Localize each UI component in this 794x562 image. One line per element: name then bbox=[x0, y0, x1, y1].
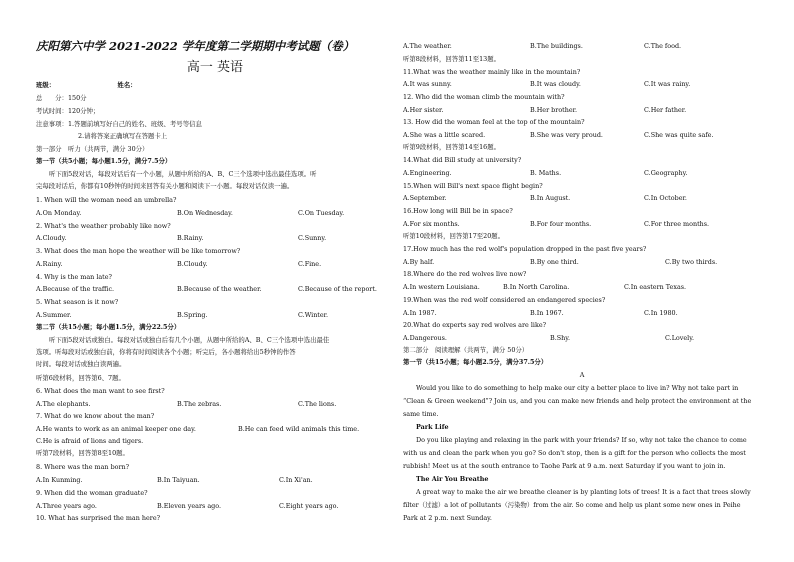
option-a: A.He wants to work as an animal keeper one day. bbox=[36, 425, 196, 433]
option-b: B.Because of the weather. bbox=[177, 285, 262, 293]
notes-line-2: 2.请将答案正确填写在答题卡上 bbox=[78, 132, 168, 140]
question: 7. What do we know about the man? bbox=[36, 412, 155, 420]
option-b: B.Cloudy. bbox=[177, 260, 208, 268]
option-a: A.For six months. bbox=[403, 220, 460, 228]
option-b: B.Shy. bbox=[550, 334, 571, 342]
name-label: 姓名： bbox=[117, 81, 137, 89]
air-heading: The Air You Breathe bbox=[416, 475, 489, 483]
option-a: A.She was a little scared. bbox=[403, 131, 486, 139]
option-a: A.Dangerous. bbox=[403, 334, 447, 342]
option-c: C.He is afraid of lions and tigers. bbox=[36, 437, 144, 445]
option-c: C.Sunny. bbox=[298, 234, 327, 242]
option-a: A.Cloudy. bbox=[36, 234, 67, 242]
question: 13. How did the woman feel at the top of the mountain? bbox=[403, 118, 585, 126]
question: 9. When did the woman graduate? bbox=[36, 489, 148, 497]
option-c: C.Fine. bbox=[298, 260, 322, 268]
passage-line: Do you like playing and relaxing in the park with your friends? If so, why not take the chance to come bbox=[416, 436, 747, 444]
left-column bbox=[36, 0, 394, 562]
question: 12. Who did the woman climb the mountain with? bbox=[403, 93, 565, 101]
exam-time: 考试时间：120分钟； bbox=[36, 107, 100, 115]
option-c: C.In October. bbox=[644, 194, 687, 202]
option-c: C.In Xi'an. bbox=[279, 476, 313, 484]
audio-cue: 听第9段材料，回答第14至16题。 bbox=[403, 143, 501, 151]
park-life-heading: Park Life bbox=[416, 423, 449, 431]
option-a: A.Summer. bbox=[36, 311, 72, 319]
total-score: 总 分：150分 bbox=[36, 94, 87, 102]
option-b: B.In August. bbox=[530, 194, 571, 202]
subject-title: 高一 英语 bbox=[186, 60, 244, 75]
question: 17.How much has the red wolf's population dropped in the past five years? bbox=[403, 245, 647, 253]
passage-letter: A bbox=[579, 371, 585, 379]
section2-title: 第二节（共15小题；每小题1.5分，满分22.5分） bbox=[36, 323, 181, 331]
question: 18.Where do the red wolves live now? bbox=[403, 270, 527, 278]
option-a: A.Because of the traffic. bbox=[36, 285, 115, 293]
option-c: C.By two thirds. bbox=[665, 258, 718, 266]
question: 16.How long will Bill be in space? bbox=[403, 207, 513, 215]
audio-cue: 听第6段材料，回答第6、7题。 bbox=[36, 374, 125, 382]
option-c: C.Eight years ago. bbox=[279, 502, 339, 510]
option-b: B.Eleven years ago. bbox=[157, 502, 221, 510]
option-c: C.The lions. bbox=[298, 400, 337, 408]
question: 5. What season is it now? bbox=[36, 298, 119, 306]
audio-cue: 听第7段材料，回答第8至10题。 bbox=[36, 449, 129, 457]
question: 8. Where was the man born? bbox=[36, 463, 130, 471]
option-c: C.The food. bbox=[644, 42, 682, 50]
section2-instruction: 听下面5段对话或独白。每段对话或独白后有几个小题，从题中所给的A、B、C三个选项中选出最佳 bbox=[49, 336, 330, 344]
option-c: C.She was quite safe. bbox=[644, 131, 714, 139]
notes-line-1: 注意事项：1.答题前填写好自己的姓名、班级、考号等信息 bbox=[36, 120, 202, 128]
passage-line: with us and clean the park when you go? So don't stop, then is a gift for the person who collects the most bbox=[403, 449, 746, 457]
student-info-row bbox=[36, 81, 394, 89]
section2-instruction: 时间。每段对话或独白读两遍。 bbox=[36, 360, 126, 368]
option-a: A.In western Louisiana. bbox=[403, 283, 480, 291]
passage-line: filter（过滤）a lot of pollutants（污染物）from the air. So come and help us plant some new ones in Peihe bbox=[403, 501, 741, 509]
question: 19.When was the red wolf considered an endangered species? bbox=[403, 296, 606, 304]
passage-line: “Clean & Green weekend”? Join us, and you can make new friends and help protect the environment at the bbox=[403, 397, 752, 405]
option-c: C.For three months. bbox=[644, 220, 710, 228]
option-a: A.In Kunming. bbox=[36, 476, 83, 484]
option-b: B.For four months. bbox=[530, 220, 592, 228]
section1-title: 第一节（共5小题；每小题1.5分，满分7.5分） bbox=[36, 157, 172, 165]
option-c: C.Because of the report. bbox=[298, 285, 377, 293]
option-a: A.It was sunny. bbox=[403, 80, 452, 88]
option-c: C.Her father. bbox=[644, 106, 687, 114]
option-b: B.He can feed wild animals this time. bbox=[238, 425, 360, 433]
right-column bbox=[403, 0, 761, 562]
option-c: C.It was rainy. bbox=[644, 80, 691, 88]
option-a: A.Three years ago. bbox=[36, 502, 97, 510]
option-c: C.Lovely. bbox=[665, 334, 695, 342]
question: 20.What do experts say red wolves are like? bbox=[403, 321, 547, 329]
question: 15.When will Bill's next space flight begin? bbox=[403, 182, 543, 190]
option-a: A.The elephants. bbox=[36, 400, 91, 408]
option-b: B.In Taiyuan. bbox=[157, 476, 200, 484]
option-a: A.On Monday. bbox=[36, 209, 82, 217]
passage-line: rubbish! Meet us at the south entrance to Taohe Park at 9 a.m. next Saturday if you want to join in. bbox=[403, 462, 726, 470]
option-c: C.In eastern Texas. bbox=[624, 283, 687, 291]
option-a: A.Rainy. bbox=[36, 260, 63, 268]
question: 10. What has surprised the man here? bbox=[36, 514, 161, 522]
option-b: B.Spring. bbox=[177, 311, 208, 319]
question: 1. When will the woman need an umbrella? bbox=[36, 196, 177, 204]
question: 2. What's the weather probably like now? bbox=[36, 222, 171, 230]
passage-line: A great way to make the air we breathe cleaner is by planting lots of trees! It is a fact that trees slowly bbox=[416, 488, 751, 496]
option-c: C.Winter. bbox=[298, 311, 329, 319]
option-b: B.It was cloudy. bbox=[530, 80, 581, 88]
question: 4. Why is the man late? bbox=[36, 273, 112, 281]
part2-title: 第二部分 阅读理解（共两节，满分 50分） bbox=[403, 346, 529, 354]
question: 3. What does the man hope the weather will be like tomorrow? bbox=[36, 247, 241, 255]
audio-cue: 听第10段材料，回答第17至20题。 bbox=[403, 232, 505, 240]
audio-cue: 听第8段材料，回答第11至13题。 bbox=[403, 55, 501, 63]
part2-section1-title: 第一节（共15小题；每小题2.5分，满分37.5分） bbox=[403, 358, 548, 366]
exam-title: 庆阳第六中学 2021-2022 学年度第二学期期中考试题（卷） bbox=[36, 39, 355, 53]
question: 11.What was the weather mainly like in the mountain? bbox=[403, 68, 581, 76]
option-a: A.By half. bbox=[403, 258, 435, 266]
option-b: B.By one third. bbox=[530, 258, 579, 266]
passage-line: Park at 2 p.m. next Sunday. bbox=[403, 514, 492, 522]
question: 14.What did Bill study at university? bbox=[403, 156, 522, 164]
option-b: B.She was very proud. bbox=[530, 131, 603, 139]
option-b: B.The buildings. bbox=[530, 42, 583, 50]
option-a: A.Engineering. bbox=[403, 169, 452, 177]
option-a: A.The weather. bbox=[403, 42, 452, 50]
option-b: B.In North Carolina. bbox=[503, 283, 570, 291]
question: 6. What does the man want to see first? bbox=[36, 387, 165, 395]
class-label: 班级： bbox=[36, 81, 56, 89]
option-b: B.Her brother. bbox=[530, 106, 578, 114]
option-b: B.On Wednesday. bbox=[177, 209, 233, 217]
option-a: A.In 1987. bbox=[403, 309, 437, 317]
option-a: A.September. bbox=[403, 194, 447, 202]
option-a: A.Her sister. bbox=[403, 106, 444, 114]
part1-title: 第一部分 听力（共两节，满分 30分） bbox=[36, 145, 149, 153]
passage-line: Would you like to do something to help make our city a better place to live in? Why not take part in bbox=[416, 384, 739, 392]
passage-line: same time. bbox=[403, 410, 439, 418]
section1-instruction: 听下面5段对话，每段对话后有一个小题，从题中所给的A、B、C三个选项中选出最佳选项。听 bbox=[49, 170, 317, 178]
option-b: B.Rainy. bbox=[177, 234, 204, 242]
option-c: C.On Tuesday. bbox=[298, 209, 345, 217]
option-b: B. Maths. bbox=[530, 169, 562, 177]
option-c: C.Geography. bbox=[644, 169, 688, 177]
option-c: C.In 1980. bbox=[644, 309, 678, 317]
option-b: B.In 1967. bbox=[530, 309, 564, 317]
section1-instruction: 完每段对话后，你都有10秒钟的时间来回答有关小题和阅读下一小题。每段对话仅读一遍。 bbox=[36, 182, 294, 190]
section2-instruction: 选项。听每段对话或独白前，你将有时间阅读各个小题；听完后，各小题将给出5秒钟的作答 bbox=[36, 348, 296, 356]
option-b: B.The zebras. bbox=[177, 400, 222, 408]
